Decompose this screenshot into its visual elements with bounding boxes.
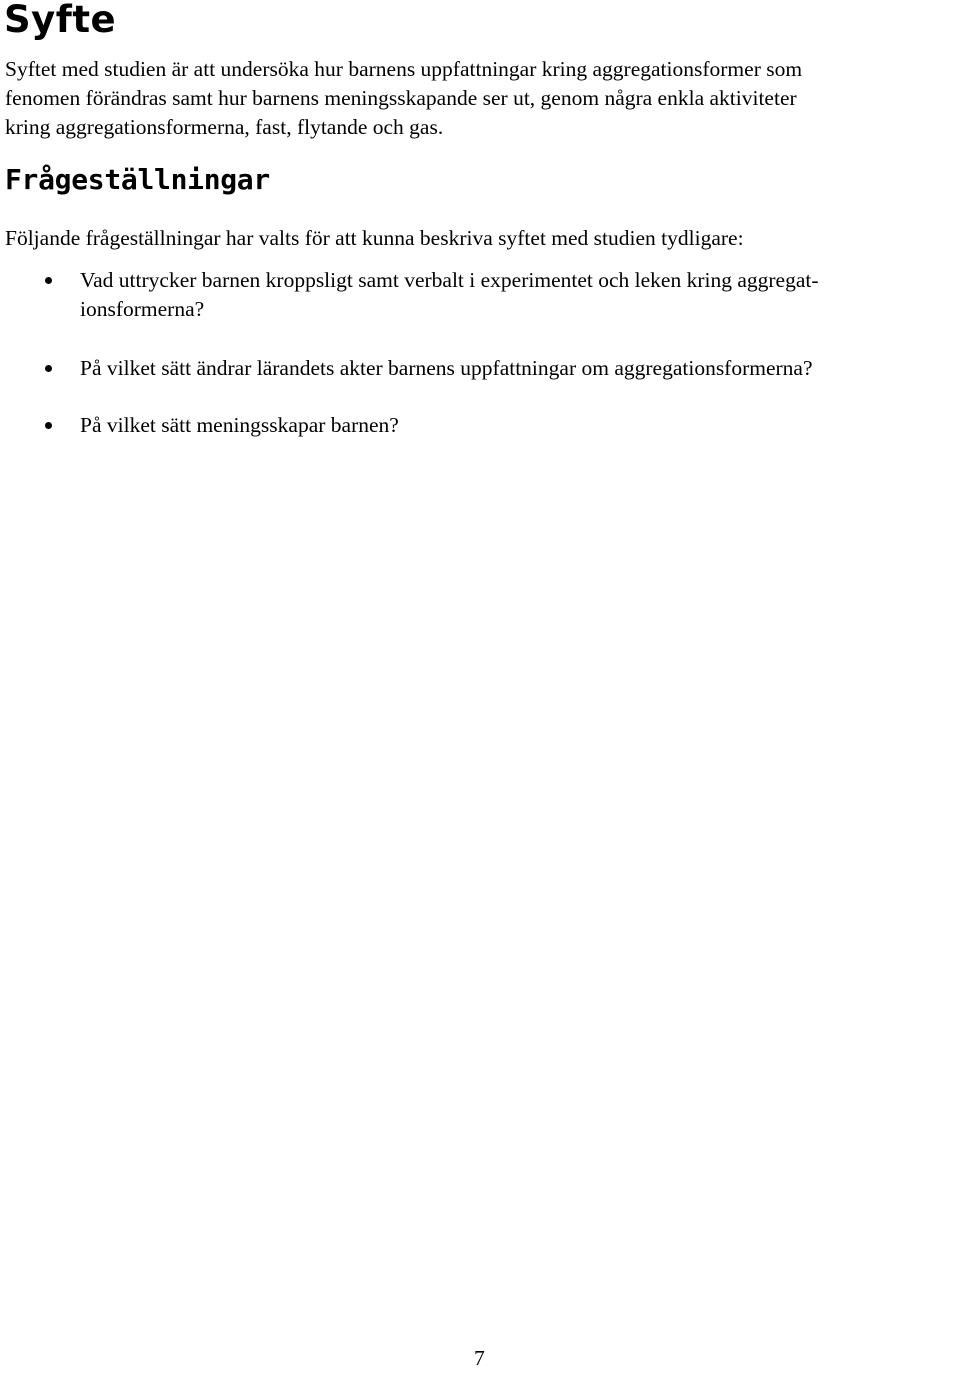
page-number: 7 — [474, 1346, 485, 1370]
bullet-icon — [45, 422, 52, 429]
question-text — [80, 411, 950, 440]
question-item — [0, 354, 950, 383]
question-line: På vilket sätt ändrar lärandets akter barnens uppfattningar om aggregationsformerna? — [80, 356, 813, 380]
question-text — [80, 266, 950, 324]
syfte-paragraph-line: Syftet med studien är att undersöka hur barnens uppfattningar kring aggregationsformer som — [5, 57, 803, 81]
heading-fragestallningar: Frågeställningar — [5, 163, 270, 196]
heading-syfte: Syfte — [4, 0, 117, 41]
question-item — [0, 266, 950, 324]
bullet-icon — [45, 277, 52, 284]
question-item — [0, 411, 950, 440]
intro-paragraph: Följande frågeställningar har valts för att kunna beskriva syftet med studien tydligare: — [5, 226, 744, 250]
question-line: Vad uttrycker barnen kroppsligt samt verbalt i experimentet och leken kring aggregat- — [80, 268, 819, 292]
question-line: ionsformerna? — [80, 297, 205, 321]
syfte-paragraph — [5, 55, 960, 142]
syfte-paragraph-line: kring aggregationsformerna, fast, flytande och gas. — [5, 115, 444, 139]
bullet-icon — [45, 365, 52, 372]
syfte-paragraph-line: fenomen förändras samt hur barnens meningsskapande ser ut, genom några enkla aktiviteter — [5, 86, 797, 110]
question-list — [0, 266, 960, 440]
question-text — [80, 354, 950, 383]
question-line: På vilket sätt meningsskapar barnen? — [80, 413, 399, 437]
